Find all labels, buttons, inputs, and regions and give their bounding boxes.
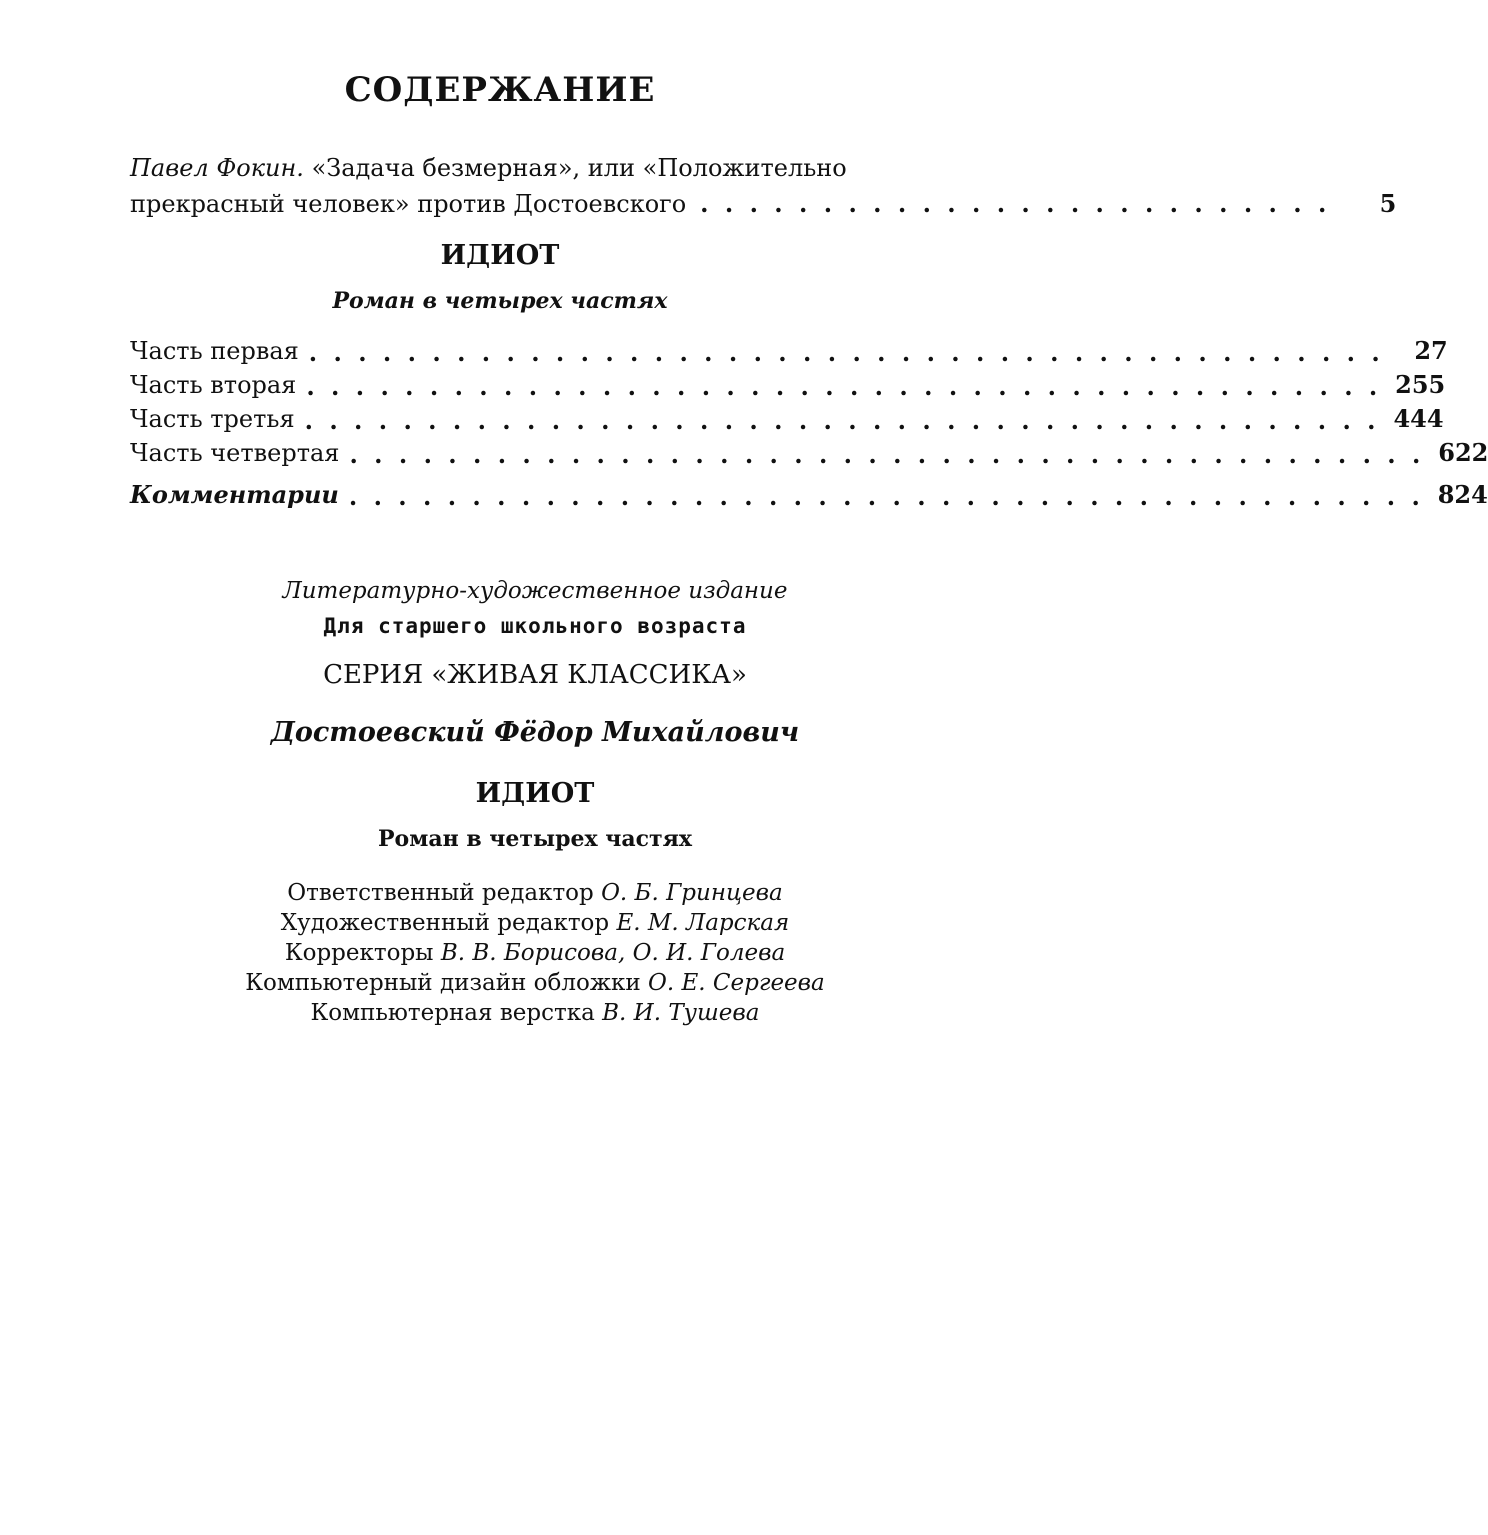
credit-line	[0, 998, 1070, 1028]
toc-entry-part-2	[130, 370, 1446, 404]
credit-name: Е. М. Ларская	[616, 910, 790, 936]
credit-role: Ответственный редактор	[287, 880, 594, 906]
edition-type: Литературно-художественное издание	[282, 578, 788, 604]
toc-entry-part-4	[130, 438, 1488, 472]
credit-role: Художественный редактор	[280, 910, 610, 936]
credit-line	[0, 968, 1070, 998]
credit-line	[0, 908, 1070, 938]
credit-name: В. И. Тушева	[602, 1000, 760, 1026]
essay-page-number: 5	[1379, 189, 1397, 218]
toc-entry-label: Часть первая	[130, 337, 299, 365]
toc-entry-label: Комментарии	[130, 480, 339, 509]
essay-title-part2: прекрасный человек» против Достоевского	[130, 190, 687, 218]
dot-leader: . . . . . . . . . . . . . . . . . . . . . . . . . . . . . . . . . . . . . . . . . . . .	[349, 440, 1425, 469]
imprint-title: ИДИОТ	[475, 778, 595, 809]
toc-entry-label: Часть вторая	[130, 371, 297, 399]
toc-entry-page-number: 622	[1438, 438, 1488, 467]
credit-role: Компьютерная верстка	[310, 1000, 595, 1026]
age-group: Для старшего школьного возраста	[323, 614, 747, 638]
series-name: СЕРИЯ «ЖИВАЯ КЛАССИКА»	[323, 660, 747, 690]
dot-leader: . . . . . . . . . . . . . . . . . . . . . . . . . . . . . . . . . . . . . . . . . . . .	[348, 482, 1424, 511]
toc-entry-part-1	[130, 336, 1448, 370]
toc-entry-label: Часть третья	[130, 405, 295, 433]
essay-title-part1: «Задача безмерная», или «Положительно	[311, 154, 847, 182]
essay-author: Павел Фокин.	[130, 154, 304, 182]
toc-novel-subtitle: Роман в четырех частях	[332, 288, 668, 314]
credit-line	[0, 878, 1070, 908]
toc-entry-page-number: 255	[1395, 370, 1446, 399]
credit-name: В. В. Борисова, О. И. Голева	[440, 940, 786, 966]
toc-entry-essay	[130, 150, 1397, 222]
credit-name: О. Б. Гринцева	[601, 880, 783, 906]
credit-name: О. Е. Сергеева	[648, 970, 825, 996]
imprint-author: Достоевский Фёдор Михайлович	[270, 717, 800, 748]
credit-role: Компьютерный дизайн обложки	[245, 970, 641, 996]
dot-leader: . . . . . . . . . . . . . . . . . . . . . . . . . . . . . . . . . . . . . . . . . . . .	[304, 406, 1380, 435]
toc-entry-page-number: 824	[1437, 480, 1488, 509]
toc-novel-title: ИДИОТ	[440, 240, 560, 271]
dot-leader: . . . . . . . . . . . . . . . . . . . . . . . . . .	[700, 189, 1331, 218]
toc-entry-page-number: 444	[1393, 404, 1444, 433]
toc-entry-part-3	[130, 404, 1444, 438]
credit-line	[0, 938, 1070, 968]
toc-entry-commentary	[130, 480, 1488, 514]
dot-leader: . . . . . . . . . . . . . . . . . . . . . . . . . . . . . . . . . . . . . . . . . . . .	[308, 338, 1384, 367]
credits-list	[0, 878, 1070, 1028]
toc-entry-label: Часть четвертая	[130, 439, 340, 467]
dot-leader: . . . . . . . . . . . . . . . . . . . . . . . . . . . . . . . . . . . . . . . . . . . .	[306, 372, 1382, 401]
imprint-subtitle: Роман в четырех частях	[378, 826, 692, 852]
contents-title: СОДЕРЖАНИЕ	[344, 70, 656, 110]
credit-role: Корректоры	[284, 940, 434, 966]
toc-entry-page-number: 27	[1414, 336, 1448, 365]
